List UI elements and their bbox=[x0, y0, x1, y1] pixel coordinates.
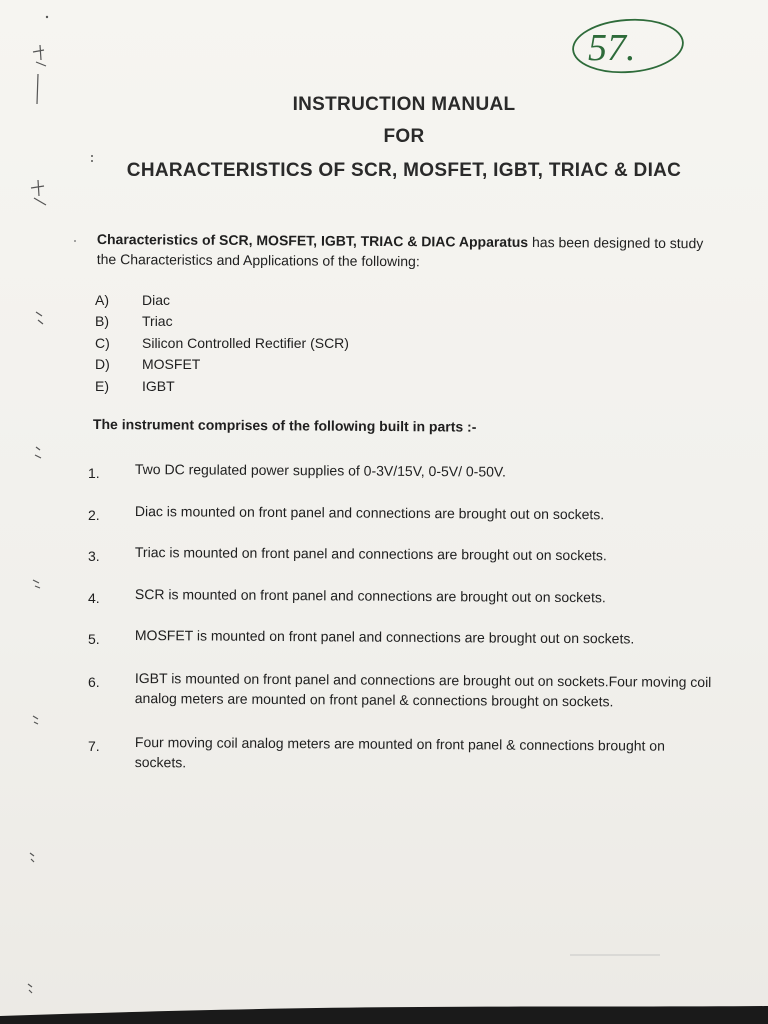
list-item bbox=[95, 354, 349, 376]
list-number: 1. bbox=[88, 465, 100, 481]
scan-bottom-edge bbox=[0, 1002, 768, 1024]
list-item-text: MOSFET bbox=[142, 356, 201, 373]
list-number: 4. bbox=[88, 590, 100, 606]
intro-description: has been designed to study the Characteristics and Applications of the following: bbox=[96, 234, 704, 270]
list-item bbox=[88, 584, 718, 606]
list-item-text: SCR is mounted on front panel and connections are brought out on sockets. bbox=[134, 585, 606, 606]
list-marker: D) bbox=[95, 356, 110, 373]
list-item bbox=[95, 311, 349, 333]
list-marker: E) bbox=[95, 377, 109, 394]
list-item-text: Diac is mounted on front panel and connections are brought out on sockets. bbox=[134, 502, 605, 523]
manual-title: INSTRUCTION MANUAL bbox=[292, 94, 516, 115]
list-item-text: Diac bbox=[142, 291, 171, 308]
list-number: 7. bbox=[88, 738, 100, 754]
list-item bbox=[88, 732, 718, 772]
list-item-text: IGBT bbox=[142, 377, 175, 394]
list-item bbox=[88, 625, 718, 647]
list-item-text: MOSFET is mounted on front panel and connections are brought out on sockets. bbox=[134, 626, 635, 647]
handwritten-page-number bbox=[570, 16, 688, 76]
intro-apparatus-name: Characteristics of SCR, MOSFET, IGBT, TRIAC & DIAC Apparatus bbox=[96, 230, 529, 251]
list-item bbox=[88, 668, 718, 708]
list-item bbox=[88, 542, 718, 564]
device-list bbox=[95, 289, 349, 397]
manual-subtitle: CHARACTERISTICS OF SCR, MOSFET, IGBT, TRIAC & DIAC bbox=[126, 160, 682, 181]
list-number: 5. bbox=[88, 631, 100, 647]
list-item-text: IGBT is mounted on front panel and connections are brought out on sockets.Four moving coil analog meters are mounted on front panel & connections brought on sockets. bbox=[134, 669, 712, 710]
list-item bbox=[95, 332, 349, 354]
list-item-text: Triac is mounted on front panel and connections are brought out on sockets. bbox=[134, 543, 607, 564]
list-marker: C) bbox=[95, 334, 110, 351]
list-item-text: Four moving coil analog meters are mounted on front panel & connections brought on sockets. bbox=[134, 733, 665, 771]
parts-heading: The instrument comprises of the following built in parts :- bbox=[92, 416, 477, 435]
list-number: 6. bbox=[88, 674, 100, 690]
page-number-text: 57. bbox=[588, 27, 636, 69]
list-item-text: Silicon Controlled Rectifier (SCR) bbox=[142, 334, 349, 351]
list-item bbox=[95, 375, 349, 397]
list-item-text: Two DC regulated power supplies of 0-3V/15V, 0-5V/ 0-50V. bbox=[134, 460, 506, 480]
list-item-text: Triac bbox=[142, 313, 173, 330]
intro-paragraph bbox=[97, 229, 717, 273]
list-marker: B) bbox=[95, 313, 109, 330]
list-item bbox=[95, 289, 349, 311]
list-number: 3. bbox=[88, 548, 100, 564]
list-item bbox=[88, 459, 718, 481]
list-item bbox=[88, 501, 718, 523]
manual-title-for: FOR bbox=[383, 126, 425, 147]
page-number-circle bbox=[570, 16, 688, 76]
list-number: 2. bbox=[88, 507, 100, 523]
list-marker: A) bbox=[95, 291, 109, 308]
